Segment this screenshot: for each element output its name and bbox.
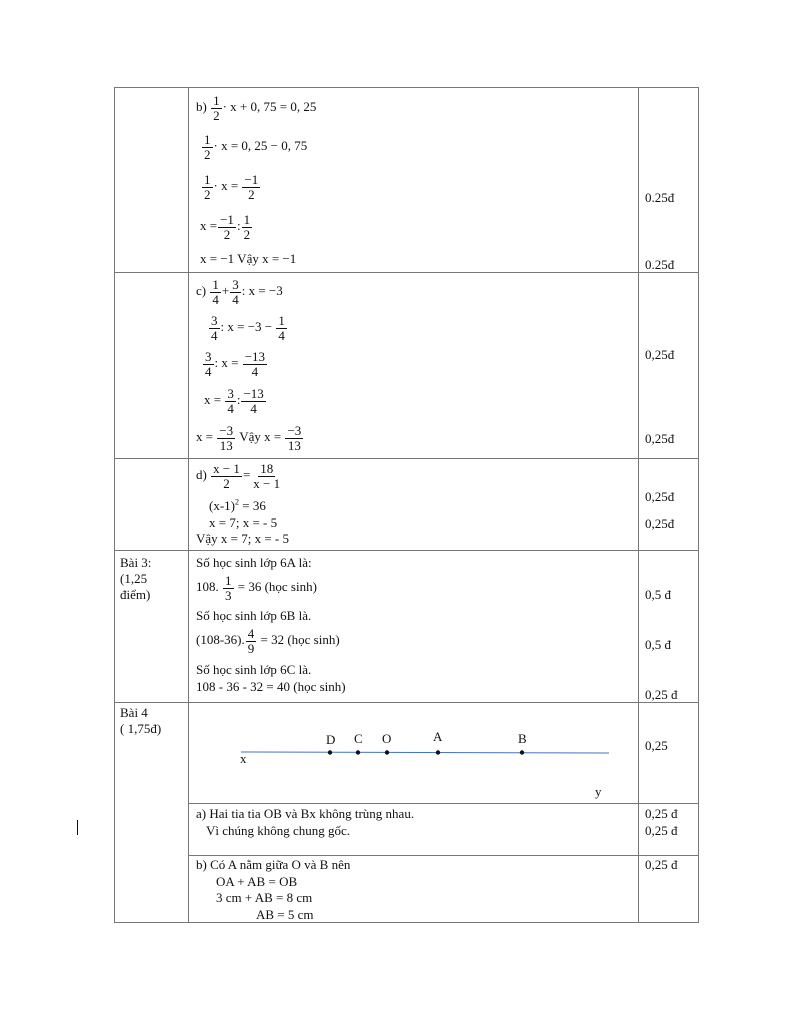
score: 0,25 đ xyxy=(645,823,678,838)
solution-line: Số học sinh lớp 6B là. xyxy=(196,608,312,623)
text-cursor xyxy=(77,820,78,835)
solution-line: 108 - 36 - 32 = 40 (học sinh) xyxy=(196,679,346,694)
point-label-c: C xyxy=(354,731,363,746)
solution-line: Số học sinh lớp 6A là: xyxy=(196,555,312,570)
ray-line xyxy=(241,752,609,753)
equation-line: x = −1 Vậy x = −1 xyxy=(200,251,297,266)
solution-line: (108-36). $\frac{4}{9}$ = 32 (học sinh) xyxy=(196,626,340,656)
solution-line: a) Hai tia tia OB và Bx không trùng nhau. xyxy=(196,806,415,821)
solution-line: Vì chúng không chung gốc. xyxy=(206,823,351,838)
score: 0,25 đ xyxy=(645,687,678,702)
equation-line: c) $\frac{1}{4}$ + $\frac{3}{4}$ : x = −3 xyxy=(196,277,283,307)
score: 0,25đ xyxy=(645,516,675,531)
equation-line: Vậy x = 7; x = - 5 xyxy=(196,531,290,546)
point-b-dot xyxy=(520,750,524,754)
score: 0,25đ xyxy=(645,347,675,362)
solution-line: Số học sinh lớp 6C là. xyxy=(196,662,312,677)
score: 0,25 đ xyxy=(645,857,678,872)
equation-line: x = $\frac{-1}{2}$ : $\frac{1}{2}$ xyxy=(200,212,251,242)
equation-line: d) $\frac{x - 1}{2}$ = $\frac{18}{x - 1}$ xyxy=(196,461,281,491)
point-label-b: B xyxy=(518,731,527,746)
score: 0,5 đ xyxy=(645,637,671,652)
equation-line: $\frac{3}{4}$ : x = $\frac{-13}{4}$ xyxy=(205,349,266,379)
problem-label: điểm) xyxy=(120,587,151,602)
equation-line: $\frac{1}{2}$ · x = $\frac{-1}{2}$ xyxy=(204,172,259,202)
point-label-o: O xyxy=(382,731,392,746)
solution-line: OA + AB = OB xyxy=(216,874,298,889)
point-a-dot xyxy=(436,750,440,754)
ray-label-y: y xyxy=(595,784,602,799)
solution-line: 3 cm + AB = 8 cm xyxy=(216,890,313,905)
equation-line: b) $\frac{1}{2}$ · x + 0, 75 = 0, 25 xyxy=(196,93,317,123)
point-d-dot xyxy=(328,750,332,754)
score: 0,25đ xyxy=(645,431,675,446)
score: 0.25đ xyxy=(645,257,675,272)
score: 0,5 đ xyxy=(645,587,671,602)
score: 0,25 đ xyxy=(645,806,678,821)
score: 0,25 xyxy=(645,738,668,753)
solution-line: 108. $\frac{1}{3}$ = 36 (học sinh) xyxy=(196,573,317,603)
solution-line: b) Có A nằm giữa O và B nên xyxy=(196,857,351,872)
point-label-a: A xyxy=(433,729,443,744)
problem-label: Bài 3: xyxy=(120,555,152,570)
equation-line: $\frac{3}{4}$ : x = −3 − $\frac{1}{4}$ xyxy=(211,313,285,343)
ray-label-x: x xyxy=(240,751,247,766)
point-o-dot xyxy=(385,750,389,754)
solution-line: AB = 5 cm xyxy=(256,907,314,922)
point-label-d: D xyxy=(326,732,336,747)
equation-line: x = 7; x = - 5 xyxy=(209,515,278,530)
point-c-dot xyxy=(356,750,360,754)
equation-line: $\frac{1}{2}$ · x = 0, 25 − 0, 75 xyxy=(204,132,308,162)
score: 0,25đ xyxy=(645,489,675,504)
score: 0.25đ xyxy=(645,190,675,205)
equation-line: x = $\frac{3}{4}$ : $\frac{-13}{4}$ xyxy=(204,386,264,416)
equation-line: x = $\frac{-3}{13}$ Vậy x = $\frac{-3}{13}$ xyxy=(196,423,302,453)
problem-label: Bài 4 xyxy=(120,705,148,720)
problem-label: (1,25 xyxy=(120,571,148,586)
equation-line: $(x-1)^2 = 36$ xyxy=(209,497,266,513)
problem-label: ( 1,75đ) xyxy=(120,721,162,736)
